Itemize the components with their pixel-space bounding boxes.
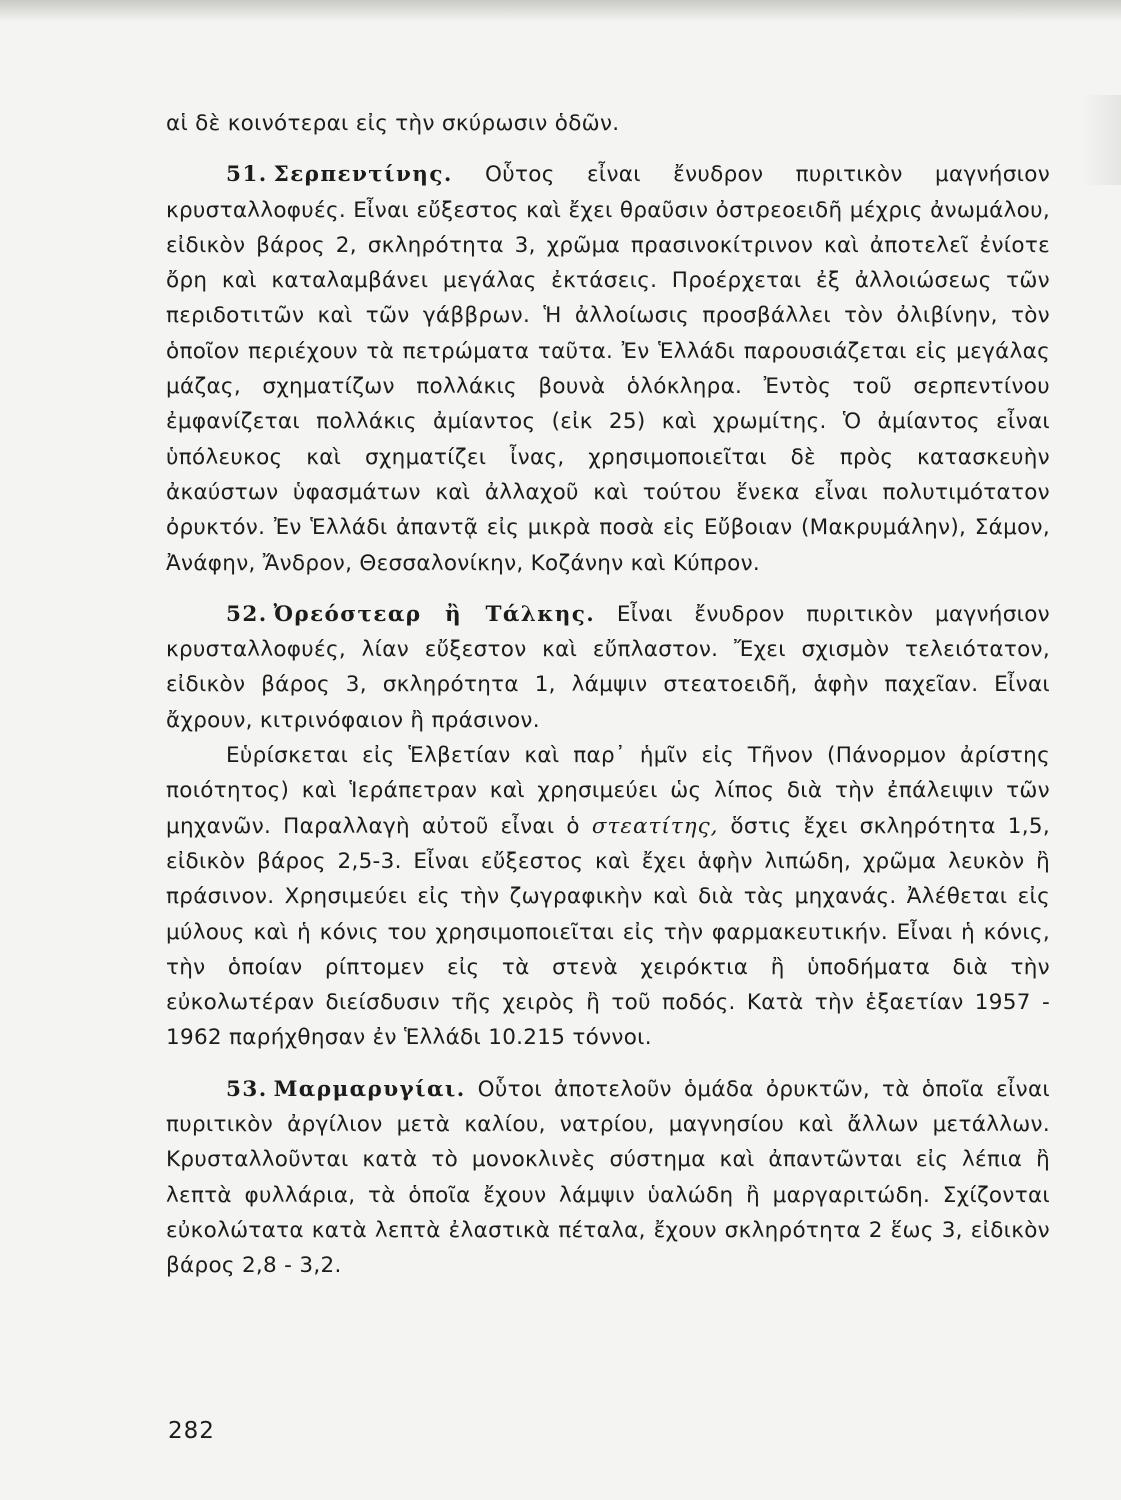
section-term: Μαρμαρυγίαι. <box>273 1076 466 1102</box>
page-top-edge <box>0 0 1121 22</box>
section-number: 51. <box>226 162 268 188</box>
section-53 <box>166 1072 1050 1284</box>
intro-line: αἱ δὲ κοινότεραι εἰς τὴν σκύρωσιν ὁδῶν. <box>166 111 620 136</box>
facing-page-bleed <box>1081 95 1121 185</box>
section-number: 52. <box>226 601 268 627</box>
paragraph-text: Εὑρίσκεται εἰς Ἑλβετίαν καὶ παρ᾽ ἡμῖν εἰς Τῆνον (Πάνορμον ἀρίστης ποιότητος) καὶ Ἱεράπετραν καὶ χρησιμεύει ὡς λίπος διὰ τὴν ἐπάλειψιν τῶν μηχανῶν. Παραλλαγὴ αὐτοῦ εἶναι ὁ <box>166 743 1050 839</box>
emphasized-term: στεατίτης, <box>591 813 719 839</box>
section-body: Οὗτοι ἀποτελοῦν ὁμάδα ὀρυκτῶν, τὰ ὁποῖα εἶναι πυριτικὸν ἀργίλιον μετὰ καλίου, νατρίου, μαγνησίου καὶ ἄλλων μετάλλων. Κρυσταλλοῦνται κατὰ τὸ μονοκλινὲς σύστημα καὶ ἀπαντῶνται εἰς λέπια ἢ λεπτὰ φυλλάρια, τὰ ὁποῖα ἔχουν λάμψιν ὑαλώδη ἢ μαργαριτώδη. Σχίζονται εὐκολώτατα κατὰ λεπτὰ ἐλαστικὰ πέταλα, ἔχουν σκληρότητα 2 ἕως 3, εἰδικὸν βάρος 2,8 - 3,2. <box>166 1076 1050 1279</box>
section-body: Οὗτος εἶναι ἔνυδρον πυριτικὸν μαγνήσιον κρυσταλλοφυές. Εἶναι εὔξεστος καὶ ἔχει θραῦσιν ὀστρεοειδῆ μέχρις ἀνωμάλου, εἰδικὸν βάρος 2, σκληρότητα 3, χρῶμα πρασινοκίτρινον καὶ ἀποτελεῖ ἐνίοτε ὄρη καὶ καταλαμβάνει μεγάλας ἐκτάσεις. Προέρχεται ἐξ ἀλλοιώσεως τῶν περιδοτιτῶν καὶ τῶν γάββρων. Ἡ ἀλλοίωσις προσβάλλει τὸν ὀλιβίνην, τὸν ὁποῖον περιέχουν τὰ πετρώματα ταῦτα. Ἐν Ἑλλάδι παρουσιάζεται εἰς μεγάλας μάζας, σχηματίζων πολλάκις βουνὰ ὁλόκληρα. Ἐντὸς τοῦ σερπεντίνου ἐμφανίζεται πολλάκις ἀμίαντος (εἰκ 25) καὶ χρωμίτης. Ὁ ἀμίαντος εἶναι ὑπόλευκος καὶ σχηματίζει ἶνας, χρησιμοποιεῖται δὲ πρὸς κατασκευὴν ἀκαύστων ὑφασμάτων καὶ ἀλλαχοῦ καὶ τούτου ἕνεκα εἶναι πολυτιμότατον ὀρυκτόν. Ἐν Ἑλλάδι ἀπαντᾷ εἰς μικρὰ ποσὰ εἰς Εὔβοιαν (Μακρυμάλην), Σάμον, Ἀνάφην, Ἄνδρον, Θεσσαλονίκην, Κοζάνην καὶ Κύπρον. <box>166 162 1050 576</box>
section-body: Εἶναι ἔνυδρον πυριτικὸν μαγνήσιον κρυσταλλοφυές, λίαν εὔξεστον καὶ εὔπλαστον. Ἔχει σχισμὸν τελειότατον, εἰδικὸν βάρος 3, σκληρότητα 1, λάμψιν στεατοειδῆ, ἁφὴν παχεῖαν. Εἶναι ἄχρουν, κιτρινόφαιον ἢ πράσινον. <box>166 601 1050 733</box>
section-52-paragraph-2 <box>166 738 1050 1056</box>
paragraph-text: ὅστις ἔχει σκληρότητα 1,5, εἰδικὸν βάρος 2,5-3. Εἶναι εὔξεστος καὶ ἔχει ἁφὴν λιπώδη, χρῶμα λευκὸν ἢ πράσινον. Χρησιμεύει εἰς τὴν ζωγραφικὴν καὶ διὰ τὰς μηχανάς. Ἀλέθεται εἰς μύλους καὶ ἡ κόνις του χρησιμοποιεῖται εἰς τὴν φαρμακευτικήν. Εἶναι ἡ κόνις, τὴν ὁποίαν ρίπτομεν εἰς τὰ στενὰ χειρόκτια ἢ ὑποδήματα διὰ τὴν εὐκολωτέραν διείσδυσιν τῆς χειρὸς ἢ τοῦ ποδός. Κατὰ τὴν ἑξαετίαν 1957 - 1962 παρήχθησαν ἐν Ἑλλάδι 10.215 τόννοι. <box>166 813 1050 1051</box>
section-52 <box>166 597 1050 738</box>
text-column <box>166 106 1050 1284</box>
page-number: 282 <box>168 1418 215 1444</box>
section-number: 53. <box>226 1076 268 1102</box>
section-term: Σερπεντίνης. <box>273 162 453 188</box>
section-51 <box>166 157 1050 581</box>
section-term: Ὀρεόστεαρ ἢ Τάλκης. <box>273 601 596 627</box>
